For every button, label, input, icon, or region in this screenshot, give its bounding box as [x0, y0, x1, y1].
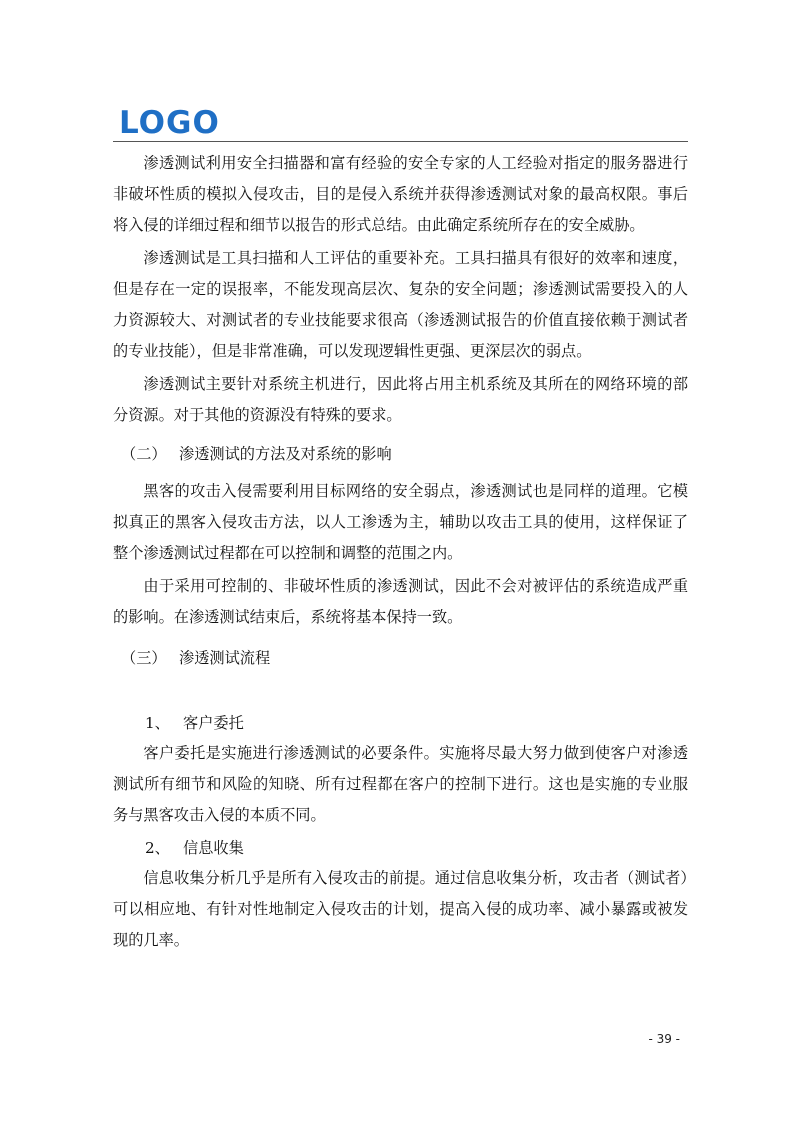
paragraph: 渗透测试是工具扫描和人工评估的重要补充。工具扫描具有很好的效率和速度，但是存在一定的误报率，不能发现高层次、复杂的安全问题；渗透测试需要投入的人力资源较大、对测试者的专业技能要求很高（渗透测试报告的价值直接依赖于测试者的专业技能），但是非常准确，可以发现逻辑性更强、更深层次的弱点。 [113, 249, 688, 360]
paragraph: 由于采用可控制的、非破坏性质的渗透测试，因此不会对被评估的系统造成严重的影响。在渗透测试结束后，系统将基本保持一致。 [113, 577, 688, 626]
paragraph: 信息收集分析几乎是所有入侵攻击的前提。通过信息收集分析，攻击者（测试者）可以相应地、有针对性地制定入侵攻击的计划，提高入侵的成功率、减小暴露或被发现的几率。 [113, 869, 688, 949]
paragraph: 渗透测试利用安全扫描器和富有经验的安全专家的人工经验对指定的服务器进行非破坏性质的模拟入侵攻击，目的是侵入系统并获得渗透测试对象的最高权限。事后将入侵的详细过程和细节以报告的形式总结。由此确定系统所存在的安全威胁。 [113, 154, 688, 234]
paragraph: 客户委托是实施进行渗透测试的必要条件。实施将尽最大努力做到使客户对渗透测试所有细节和风险的知晓、所有过程都在客户的控制下进行。这也是实施的专业服务与黑客攻击入侵的本质不同。 [113, 744, 688, 824]
section-title: 渗透测试流程 [179, 649, 271, 667]
subsection-number: 1、 [145, 714, 170, 732]
subsection-title: 客户委托 [183, 714, 244, 732]
subsection-number: 2、 [145, 839, 170, 857]
section-title: 渗透测试的方法及对系统的影响 [179, 445, 392, 463]
section-heading [113, 643, 688, 674]
subsection-heading [113, 708, 688, 738]
logo: LOGO [119, 105, 220, 141]
page-number: - 39 - [648, 1032, 680, 1046]
document-body [113, 148, 688, 958]
paragraph: 黑客的攻击入侵需要利用目标网络的安全弱点，渗透测试也是同样的道理。它模拟真正的黑客入侵攻击方法，以人工渗透为主，辅助以攻击工具的使用，这样保证了整个渗透测试过程都在可以控制和调整的范围之内。 [113, 482, 688, 562]
section-number: （二） [121, 445, 167, 463]
subsection-heading [113, 833, 688, 863]
paragraph: 渗透测试主要针对系统主机进行，因此将占用主机系统及其所在的网络环境的部分资源。对于其他的资源没有特殊的要求。 [113, 375, 688, 424]
section-number: （三） [121, 649, 167, 667]
section-heading [113, 439, 688, 470]
header-divider [113, 141, 688, 142]
subsection-title: 信息收集 [183, 839, 244, 857]
